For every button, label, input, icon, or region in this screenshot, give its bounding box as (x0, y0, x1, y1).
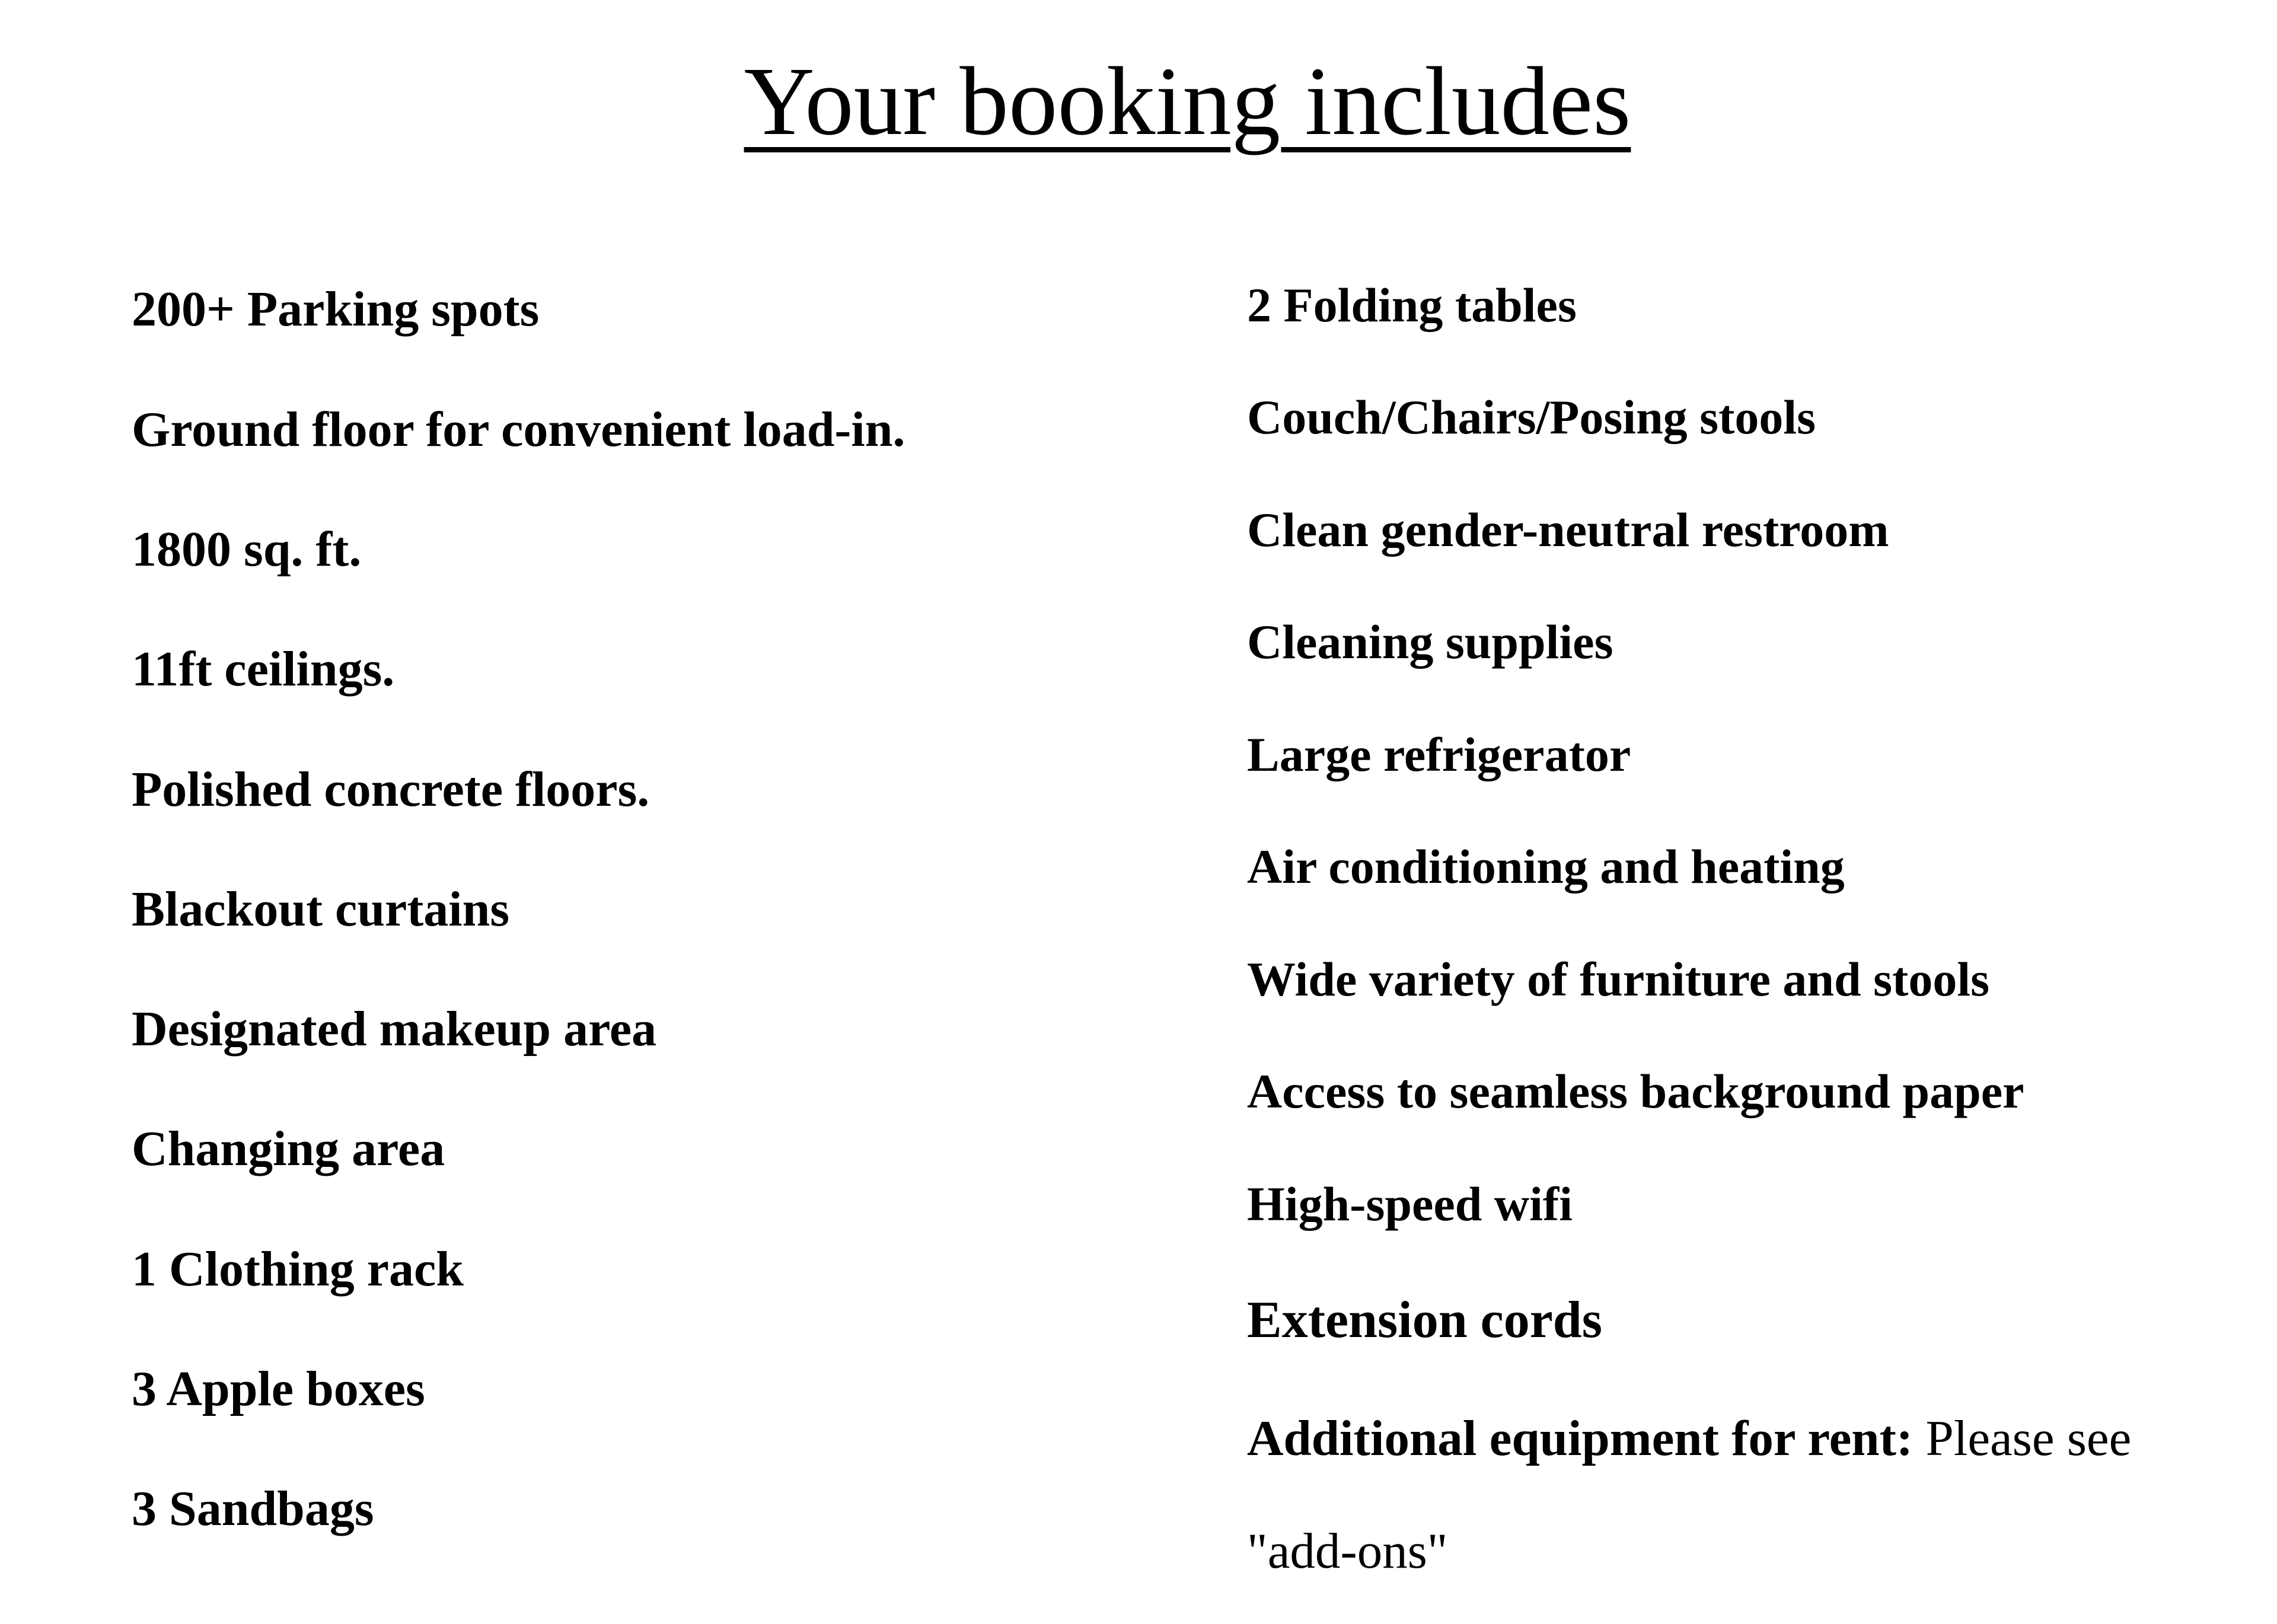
list-item: 1800 sq. ft. (132, 522, 362, 577)
list-item: Access to seamless background paper (1247, 1064, 2024, 1118)
additional-equipment-text: Please see (1925, 1411, 2132, 1466)
list-item: 200+ Parking spots (132, 282, 540, 337)
list-item: Ground floor for convenient load-in. (132, 402, 905, 457)
list-item: Extension cords (1247, 1291, 1602, 1349)
list-item: Couch/Chairs/Posing stools (1247, 390, 1816, 444)
list-item: 3 Apple boxes (132, 1361, 425, 1416)
list-item: Blackout curtains (132, 882, 510, 937)
list-item: Designated makeup area (132, 1001, 657, 1057)
list-item: Wide variety of furniture and stools (1247, 952, 1990, 1006)
list-item: 1 Clothing rack (132, 1242, 464, 1297)
list-item: 2 Folding tables (1247, 278, 1577, 332)
list-item: Cleaning supplies (1247, 615, 1613, 669)
list-item: Changing area (132, 1121, 445, 1176)
list-item: 11ft ceilings. (132, 642, 395, 697)
list-item: High-speed wifi (1247, 1177, 1573, 1231)
list-item: Polished concrete floors. (132, 762, 650, 817)
additional-equipment-label: Additional equipment for rent: (1247, 1411, 1914, 1466)
page-title: Your booking includes (744, 47, 1631, 155)
list-item: 3 Sandbags (132, 1481, 374, 1536)
additional-equipment-line (1247, 1411, 2132, 1466)
list-item: Clean gender-neutral restroom (1247, 503, 1889, 557)
list-item: Air conditioning and heating (1247, 840, 1845, 894)
list-item: Large refrigerator (1247, 728, 1631, 781)
additional-equipment-addons: "add-ons" (1247, 1523, 1448, 1579)
